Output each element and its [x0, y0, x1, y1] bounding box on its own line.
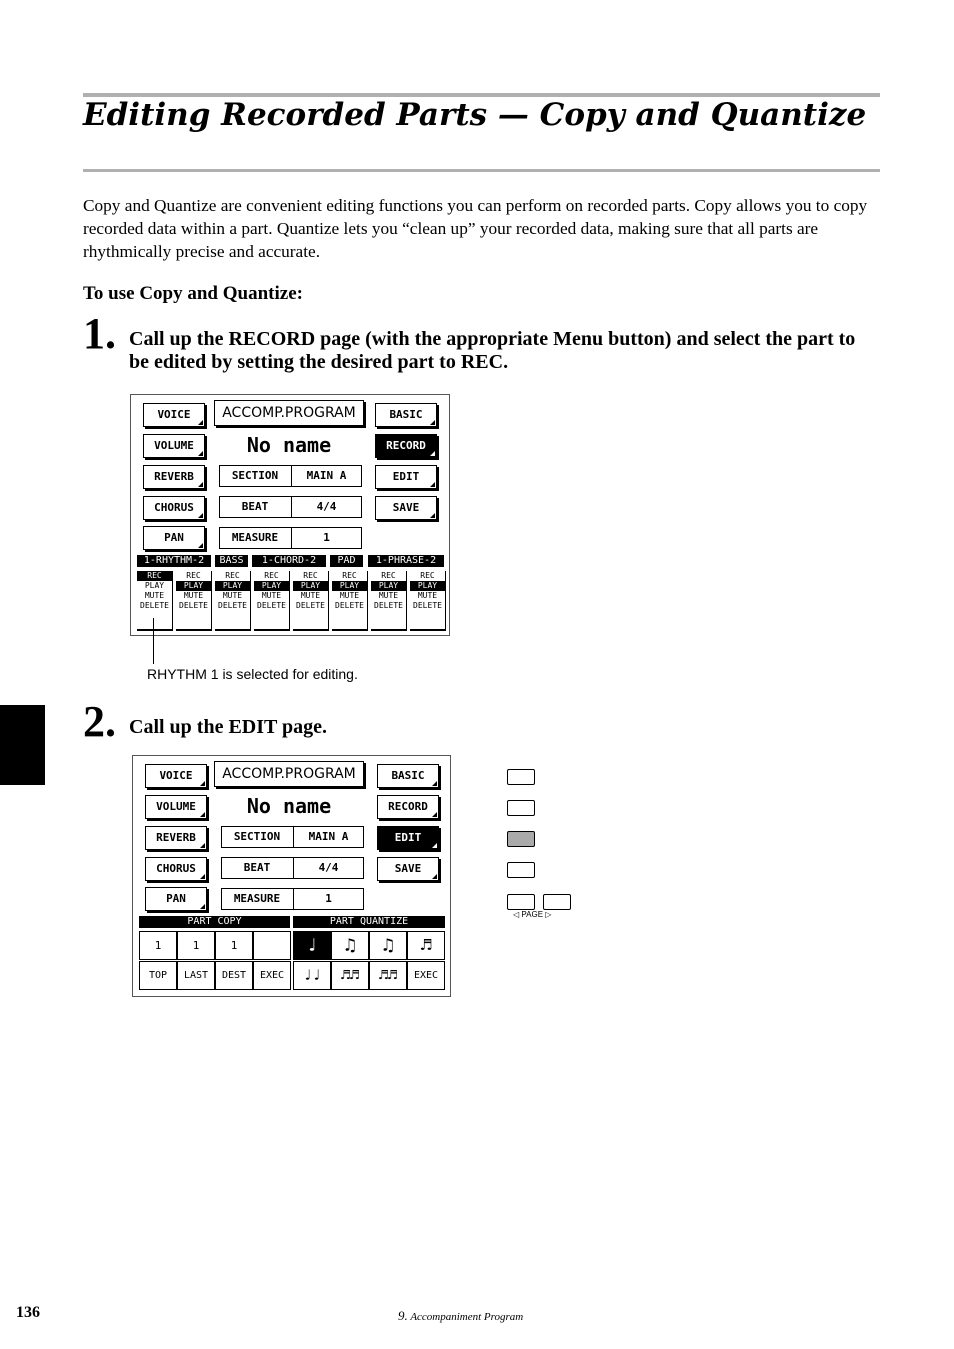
copy-last-button[interactable]: LAST	[177, 961, 215, 990]
lcd-title: ACCOMP.PROGRAM	[214, 400, 364, 426]
part-status-delete: DELETE	[413, 601, 442, 610]
chorus-label: CHORUS	[154, 501, 194, 514]
part-copy-header: PART COPY	[139, 916, 290, 928]
measure-value: 1	[325, 892, 332, 905]
part-status-rec: REC	[303, 571, 318, 580]
pan-label: PAN	[166, 892, 186, 905]
volume-button[interactable]	[145, 795, 207, 819]
part-status-play: PLAY	[371, 581, 406, 591]
caption: RHYTHM 1 is selected for editing.	[147, 666, 358, 682]
volume-label: VOLUME	[154, 439, 194, 452]
step-2-text: Call up the EDIT page.	[129, 716, 328, 738]
part-status-play: PLAY	[176, 581, 211, 591]
step-2-number: 2.	[83, 697, 116, 746]
record-label: RECORD	[386, 439, 426, 452]
record-button[interactable]	[375, 434, 437, 458]
part-status-delete: DELETE	[218, 601, 247, 610]
part-status-delete: DELETE	[257, 601, 286, 610]
part-status-play: PLAY	[293, 581, 328, 591]
part-status-delete: DELETE	[179, 601, 208, 610]
part-status-mute: MUTE	[183, 591, 204, 600]
subhead: To use Copy and Quantize:	[83, 283, 303, 304]
menu-button-1[interactable]	[507, 769, 535, 785]
part-status-delete: DELETE	[335, 601, 364, 610]
section-value: MAIN A	[306, 469, 347, 482]
part-status-cell[interactable]	[215, 571, 251, 631]
measure-label: MEASURE	[231, 531, 279, 544]
part-status-rec: REC	[342, 571, 357, 580]
beat-field[interactable]	[221, 857, 364, 879]
quantize-quarter-note-icon[interactable]: ♩	[293, 931, 331, 960]
copy-top-button[interactable]: TOP	[139, 961, 177, 990]
copy-dest-button[interactable]: DEST	[215, 961, 253, 990]
part-pad: PAD	[330, 555, 363, 567]
song-name: No name	[246, 433, 332, 457]
part-status-play: PLAY	[410, 581, 445, 591]
part-status-mute: MUTE	[378, 591, 399, 600]
measure-field[interactable]	[221, 888, 364, 910]
save-label: SAVE	[392, 501, 420, 514]
part-status-cell[interactable]	[410, 571, 446, 631]
callout-line	[153, 618, 154, 664]
chapter-footer	[398, 1308, 523, 1324]
copy-empty-cell	[253, 931, 291, 960]
part-status-rec: REC	[137, 571, 172, 581]
part-status-mute: MUTE	[144, 591, 165, 600]
menu-button-4[interactable]	[507, 862, 535, 878]
page-left-button[interactable]	[507, 894, 535, 910]
measure-field[interactable]	[219, 527, 362, 549]
page-number: 136	[16, 1304, 40, 1321]
record-label: RECORD	[388, 800, 428, 813]
intro-paragraph: Copy and Quantize are convenient editing functions you can perform on recorded parts. Copy allows you to copy recorded data within a part. Quantize lets you “clean up” your recorded data, making sure that all parts are rhythmically precise and accurate.	[83, 196, 868, 261]
part-status-rec: REC	[264, 571, 279, 580]
chorus-button[interactable]	[143, 496, 205, 520]
pan-button[interactable]	[143, 526, 205, 550]
quantize-quarter-triplet-icon[interactable]: ♩♩	[293, 961, 331, 990]
quantize-exec-button[interactable]: EXEC	[407, 961, 445, 990]
basic-label: BASIC	[389, 408, 423, 421]
save-button[interactable]	[377, 857, 439, 881]
beat-label: BEAT	[243, 861, 271, 874]
part-status-cell[interactable]	[137, 571, 173, 631]
part-status-rec: REC	[225, 571, 240, 580]
part-status-mute: MUTE	[417, 591, 438, 600]
part-status-play: PLAY	[144, 581, 165, 590]
menu-button-2[interactable]	[507, 800, 535, 816]
chapter-number: 9.	[398, 1308, 408, 1323]
chorus-button[interactable]	[145, 857, 207, 881]
part-status-play: PLAY	[215, 581, 250, 591]
part-chord: 1-CHORD-2	[252, 555, 326, 567]
page-label	[513, 910, 551, 919]
save-button[interactable]	[375, 496, 437, 520]
section-label: SECTION	[233, 830, 281, 843]
voice-label: VOICE	[157, 408, 191, 421]
step-1-number: 1.	[83, 309, 116, 358]
part-status-mute: MUTE	[222, 591, 243, 600]
part-status-play: PLAY	[332, 581, 367, 591]
measure-label: MEASURE	[233, 892, 281, 905]
pan-button[interactable]	[145, 887, 207, 911]
chapter-tab	[0, 705, 45, 785]
record-button[interactable]	[377, 795, 439, 819]
copy-top-value[interactable]: 1	[139, 931, 177, 960]
part-status-rec: REC	[420, 571, 435, 580]
reverb-button[interactable]	[145, 826, 207, 850]
section-field[interactable]	[221, 826, 364, 848]
beat-field[interactable]	[219, 496, 362, 518]
copy-last-value[interactable]: 1	[177, 931, 215, 960]
part-status-mute: MUTE	[300, 591, 321, 600]
section-label: SECTION	[231, 469, 279, 482]
chapter-name: Accompaniment Program	[410, 1311, 524, 1323]
voice-button[interactable]	[145, 764, 207, 788]
reverb-button[interactable]	[143, 465, 205, 489]
edit-label: EDIT	[394, 831, 422, 844]
part-rhythm: 1-RHYTHM-2	[137, 555, 211, 567]
part-phrase: 1-PHRASE-2	[368, 555, 444, 567]
page-right-button[interactable]	[543, 894, 571, 910]
quantize-eighth-note-alt-icon[interactable]: ♫	[369, 931, 407, 960]
edit-button[interactable]	[375, 465, 437, 489]
edit-label: EDIT	[392, 470, 420, 483]
volume-label: VOLUME	[156, 800, 196, 813]
section-value: MAIN A	[308, 830, 349, 843]
menu-button-3[interactable]	[507, 831, 535, 847]
part-status-cell[interactable]	[293, 571, 329, 631]
quantize-eighth-note-icon[interactable]: ♫	[331, 931, 369, 960]
page-label-text: PAGE	[521, 910, 544, 919]
beat-label: BEAT	[241, 500, 269, 513]
copy-exec-button[interactable]: EXEC	[253, 961, 291, 990]
quantize-sixteenth-triplet-icon[interactable]: ♬♬	[369, 961, 407, 990]
part-status-cell[interactable]	[371, 571, 407, 631]
reverb-label: REVERB	[156, 831, 196, 844]
part-status-delete: DELETE	[296, 601, 325, 610]
step-1-text: Call up the RECORD page (with the appropriate Menu button) and select the part to be edited by setting the desired part to REC.	[129, 328, 856, 373]
part-bass: BASS	[215, 555, 248, 567]
voice-label: VOICE	[159, 769, 193, 782]
measure-value: 1	[323, 531, 330, 544]
basic-button[interactable]	[377, 764, 439, 788]
title-rule-bottom	[83, 169, 880, 172]
voice-button[interactable]	[143, 403, 205, 427]
beat-value: 4/4	[316, 500, 337, 513]
basic-button[interactable]	[375, 403, 437, 427]
edit-button[interactable]	[377, 826, 439, 850]
pan-label: PAN	[164, 531, 184, 544]
chorus-label: CHORUS	[156, 862, 196, 875]
part-status-mute: MUTE	[339, 591, 360, 600]
quantize-sixteenth-note-icon[interactable]: ♬	[407, 931, 445, 960]
part-status-mute: MUTE	[261, 591, 282, 600]
copy-dest-value[interactable]: 1	[215, 931, 253, 960]
lcd-record-page	[130, 394, 450, 636]
lcd-edit-page	[132, 755, 451, 997]
part-quantize-header: PART QUANTIZE	[293, 916, 445, 928]
song-name: No name	[246, 794, 332, 818]
part-status-cell[interactable]	[254, 571, 290, 631]
quantize-eighth-triplet-icon[interactable]: ♬♬	[331, 961, 369, 990]
part-status-play: PLAY	[254, 581, 289, 591]
save-label: SAVE	[394, 862, 422, 875]
basic-label: BASIC	[391, 769, 425, 782]
volume-button[interactable]	[143, 434, 205, 458]
part-status-delete: DELETE	[140, 601, 169, 610]
lcd-title: ACCOMP.PROGRAM	[214, 761, 364, 787]
page-left-icon: ◁	[513, 910, 520, 919]
section-field[interactable]	[219, 465, 362, 487]
page-title: Editing Recorded Parts — Copy and Quantize	[83, 97, 867, 133]
part-status-rec: REC	[381, 571, 396, 580]
beat-value: 4/4	[318, 861, 339, 874]
part-status-delete: DELETE	[374, 601, 403, 610]
part-status-cell[interactable]	[332, 571, 368, 631]
part-status-cell[interactable]	[176, 571, 212, 631]
reverb-label: REVERB	[154, 470, 194, 483]
part-status-rec: REC	[186, 571, 201, 580]
page-right-icon: ▷	[545, 910, 552, 919]
